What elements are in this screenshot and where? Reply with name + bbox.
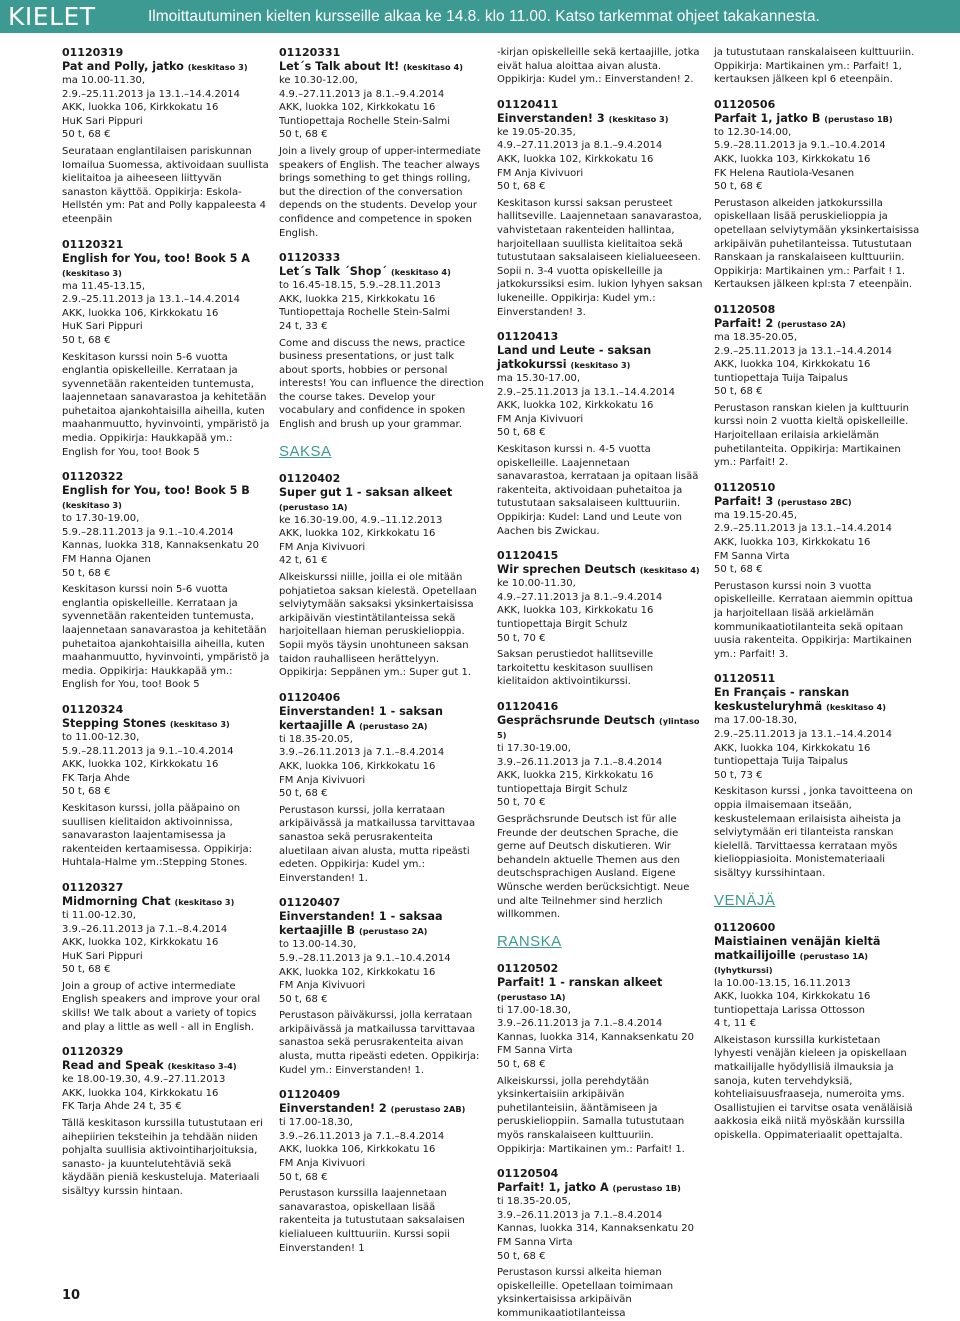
course-detail-line: ma 10.00-11.30, xyxy=(62,75,146,86)
course-entry xyxy=(714,672,922,880)
course-detail-line: FM Sanna Virta xyxy=(497,1237,573,1248)
course-code: 01120327 xyxy=(62,880,124,894)
course-level: (keskitaso 3) xyxy=(174,896,235,907)
course-level: (perustaso 1A) xyxy=(497,991,566,1002)
course-description: Seurataan englantilaisen pariskunnan Iomailua Suomessa, aktivoidaan suullista kielitaitoa ja aiheeseen liittyvän sanaston käyttöä. Oppikirja: Eskola-Hellstén ym: Pat and Polly kappaleesta 4 eteenpäin xyxy=(62,145,269,225)
course-detail-line: Kannas, luokka 314, Kannaksenkatu 20 xyxy=(497,1223,694,1235)
course-entry xyxy=(62,46,270,227)
course-detail-line: AKK, luokka 103, Kirkkokatu 16 xyxy=(497,605,654,617)
course-title: Parfait 1, jatko B xyxy=(714,111,821,125)
course-detail-line: tuntiopettaja Larissa Ottosson xyxy=(714,1004,865,1016)
course-title: Midmorning Chat xyxy=(62,894,171,908)
course-level: (keskitaso 3) xyxy=(62,267,122,278)
course-detail-line: ti 18.35-20.05, xyxy=(279,733,353,745)
course-title: Read and Speak xyxy=(62,1059,164,1073)
course-level: (keskitaso 3) xyxy=(169,718,230,729)
course-detail-line: HuK Sari Pippuri xyxy=(62,115,143,127)
course-detail-line: ma 15.30-17.00, xyxy=(497,373,581,385)
course-entry xyxy=(62,238,270,460)
course-detail-line: 4.9.–27.11.2013 ja 8.1.–9.4.2014 xyxy=(497,140,663,152)
course-level: (keskitaso 3) xyxy=(62,500,122,511)
course-title-row xyxy=(279,60,485,74)
course-entry xyxy=(497,98,703,319)
course-detail-line: FM Hanna Ojanen xyxy=(62,554,151,566)
course-detail-line: 50 t, 68 € xyxy=(714,564,763,576)
course-detail-line: 50 t, 68 € xyxy=(279,1171,328,1183)
course-entry xyxy=(497,549,703,689)
course-detail-line: FM Sanna Virta xyxy=(497,1045,573,1057)
course-code: 01120319 xyxy=(62,46,124,59)
course-detail-line: ma 11.45-13.15, xyxy=(62,280,146,292)
course-detail-line: to 11.00-12.30, xyxy=(62,731,140,743)
course-level: (keskitaso 3-4) xyxy=(167,1061,237,1072)
course-detail-line: AKK, luokka 102, Kirkkokatu 16 xyxy=(497,153,654,165)
course-detail-line: tuntiopettaja Birgit Schulz xyxy=(497,783,628,795)
course-title-row xyxy=(62,1059,270,1073)
course-detail-line: AKK, luokka 103, Kirkkokatu 16 xyxy=(714,537,871,549)
course-title-row xyxy=(497,112,703,126)
course-detail-line: 3.9.–26.11.2013 ja 7.1.–8.4.2014 xyxy=(62,923,228,935)
course-detail-line: 50 t, 68 € xyxy=(497,427,546,439)
course-detail-line: 2.9.–25.11.2013 ja 13.1.–14.4.2014 xyxy=(62,88,240,100)
course-title: Let´s Talk about It! xyxy=(279,60,400,73)
course-detail-line: AKK, luokka 102, Kirkkokatu 16 xyxy=(279,528,436,540)
course-detail-line: AKK, luokka 102, Kirkkokatu 16 xyxy=(62,937,219,949)
course-detail-line: AKK, luokka 106, Kirkkokatu 16 xyxy=(279,760,436,772)
course-detail-line: 2.9.–25.11.2013 ja 13.1.–14.4.2014 xyxy=(62,294,240,306)
course-code: 01120407 xyxy=(279,896,341,910)
course-code: 01120413 xyxy=(497,330,559,344)
language-section-heading: VENÄJÄ xyxy=(714,891,776,909)
course-detail-line: 4.9.–27.11.2013 ja 8.1.–9.4.2014 xyxy=(279,88,445,100)
course-detail-line: 50 t, 73 € xyxy=(714,769,763,781)
course-detail-line: AKK, luokka 104, Kirkkokatu 16 xyxy=(714,991,871,1003)
course-detail-line: tuntiopettaja Tuija Taipalus xyxy=(714,756,848,768)
course-description: Perustason kurssi alkeita hieman opiskelleille. Opetellaan toimimaan yksinkertaisissa arkipäivän kommunikaatiotilanteissa xyxy=(497,1267,674,1319)
course-title: Parfait! 1 - ranskan alkeet xyxy=(497,975,663,989)
course-detail-line: ke 19.05-20.35, xyxy=(497,126,576,138)
course-title: Parfait! 3 xyxy=(714,494,774,508)
course-title-row xyxy=(62,717,270,731)
course-level: (keskitaso 4) xyxy=(403,62,463,72)
column-2 xyxy=(279,46,485,1276)
course-level: (keskitaso 4) xyxy=(390,267,451,278)
column-4 xyxy=(714,46,922,1276)
course-description: Saksan perustiedot hallitseville tarkoitettu keskitason suullisen kielitaidon aktivointikurssi. xyxy=(497,649,654,688)
course-detail-line: FM Anja Kivivuori xyxy=(279,774,366,786)
course-code: 01120600 xyxy=(714,920,776,934)
course-code: 01120333 xyxy=(279,251,341,265)
course-detail-line: 2.9.–25.11.2013 ja 13.1.–14.4.2014 xyxy=(497,386,675,398)
course-detail-line: 50 t, 68 € xyxy=(62,334,111,346)
course-description: Keskitason kurssi n. 4-5 vuotta opiskelleille. Laajennetaan sanavarastoa, kerrataan ja opitaan lisää rakenteita, aktivoidaan puhetaitoa ja tutustutaan saksalaiseen kulttuuriin. Oppikirja: Kudel: Land und Leute von Aachen bis Zwickau. xyxy=(497,444,699,537)
column-1 xyxy=(62,46,270,1276)
course-entry xyxy=(279,896,485,1077)
course-title-row xyxy=(62,895,270,909)
course-detail-line: 5.9.–28.11.2013 ja 9.1.–10.4.2014 xyxy=(279,952,451,964)
course-level: (perustaso 1A) (lyhytkurssi) xyxy=(714,950,869,975)
course-title: Wir sprechen Deutsch xyxy=(497,563,636,577)
course-detail-line: to 17.30-19.00, xyxy=(62,513,140,525)
continued-description: -kirjan opiskelleille sekä kertaajille, jotka eivät halua aloittaa aivan alusta. Oppikirja: Kudel ym.: Einverstanden! 2. xyxy=(497,47,700,86)
course-entry xyxy=(279,46,485,240)
course-detail-line: ti 18.35-20.05, xyxy=(497,1196,571,1208)
course-detail-line: 42 t, 61 € xyxy=(279,555,328,567)
course-columns xyxy=(0,46,960,1319)
course-code: 01120321 xyxy=(62,237,124,251)
course-description: Come and discuss the news, practice business presentations, or just talk about sports, hobbies or personal interests! You can influence the direction the course takes. Develop your vocabulary and confidence in spoken English and brush up your grammar. xyxy=(279,337,484,431)
course-title: Pat and Polly, jatko xyxy=(62,60,184,73)
course-title-row xyxy=(714,686,922,714)
course-code: 01120329 xyxy=(62,1045,124,1059)
course-detail-line: ti 17.00-18.30, xyxy=(279,1117,353,1129)
course-level: (perustaso 1B) xyxy=(612,1183,681,1194)
course-title: Einverstanden! 1 - saksan kertaajille A xyxy=(279,704,443,732)
course-title-row xyxy=(279,1102,485,1116)
course-detail-line: 5.9.–28.11.2013 ja 9.1.–10.4.2014 xyxy=(62,745,234,757)
course-entry xyxy=(62,470,270,692)
language-section-heading: RANSKA xyxy=(497,932,562,950)
course-title-row xyxy=(279,486,485,514)
course-code: 01120406 xyxy=(279,690,341,704)
course-title-row xyxy=(714,495,922,509)
course-detail-line: 24 t, 33 € xyxy=(279,320,328,332)
course-detail-line: Tuntiopettaja Rochelle Stein-Salmi xyxy=(279,307,451,319)
course-level: (perustaso 2BC) xyxy=(777,496,852,507)
course-title: Parfait! 1, jatko A xyxy=(497,1181,609,1195)
course-title-row xyxy=(497,563,703,577)
course-detail-line: la 10.00-13.15, 16.11.2013 xyxy=(714,977,851,989)
course-detail-line: AKK, luokka 106, Kirkkokatu 16 xyxy=(62,102,219,114)
course-title-row xyxy=(714,112,922,126)
course-detail-line: ke 10.30-12.00, xyxy=(279,75,358,86)
course-entry xyxy=(279,472,485,680)
course-title-row xyxy=(497,714,703,742)
course-entry xyxy=(279,691,485,886)
course-detail-line: 50 t, 68 € xyxy=(279,788,328,800)
course-code: 01120416 xyxy=(497,699,559,713)
course-detail-line: HuK Sari Pippuri xyxy=(62,950,143,962)
course-level: (perustaso 2A) xyxy=(777,318,846,329)
course-title-row xyxy=(62,252,270,280)
course-description: Perustason päiväkurssi, jolla kerrataan arkipäivässä ja matkailussa tarvittavaa sanastoa sekä perusrakenteita aivan alusta, mutta ripeästi edeten. Oppikirja: Kudel ym.: Einverstanden! 1. xyxy=(279,1010,480,1076)
course-description: Perustason kurssi noin 3 vuotta opiskelleille. Kerrataan aiemmin opittua ja harjoitellaan lisää arkielämän kommunikaatiotilanteita sekä opitaan uusia rakenteita. Oppikirja: Martikainen ym.: Parfait! 3. xyxy=(714,580,914,660)
course-entry xyxy=(62,703,270,870)
course-detail-line: AKK, luokka 102, Kirkkokatu 16 xyxy=(279,966,436,978)
course-detail-line: 4 t, 11 € xyxy=(714,1018,757,1030)
course-detail-line: FK Helena Rautiola-Vesanen xyxy=(714,167,855,179)
course-description: Keskitason kurssi noin 5-6 vuotta englantia opiskelleille. Kerrataan ja syvennetään rakenteiden tuntemusta, laajennetaan sanavarastoa ja kehitetään puhetaitoa ajankohtaisilla aiheilla, kuten maahanmuutto, hyvinvointi, ympäristö ja media. Oppikirja: Haukkapää ym.: English for You, too! Book 5 xyxy=(62,584,270,691)
course-description: Keskitason kurssi noin 5-6 vuotta englantia opiskelleille. Kerrataan ja syvennetään rakenteiden tuntemusta, laajennetaan sanavarastoa ja kehitetään puhetaitoa ajankohtaisilla aiheilla, kuten maahanmuutto, hyvinvointi, ympäristö ja media. Oppikirja: Haukkapää ym.: English for You, too! Book 5 xyxy=(62,351,270,458)
course-entry xyxy=(714,921,922,1143)
course-entry xyxy=(714,303,922,470)
course-title-row xyxy=(497,1181,703,1195)
course-entry xyxy=(714,481,922,662)
course-title: English for You, too! Book 5 A xyxy=(62,251,250,265)
course-detail-line: FM Anja Kivivuori xyxy=(279,980,366,992)
course-detail-line: FK Tarja Ahde xyxy=(62,772,130,784)
course-detail-line: 5.9.–28.11.2013 ja 9.1.–10.4.2014 xyxy=(62,526,234,538)
course-description: Join a group of active intermediate English speakers and improve your oral skills! We talk about a variety of topics and play a little as well - all in English. xyxy=(62,980,261,1033)
course-detail-line: FM Sanna Virta xyxy=(714,550,790,562)
course-detail-line: 50 t, 68 € xyxy=(62,129,111,141)
course-detail-line: AKK, luokka 102, Kirkkokatu 16 xyxy=(279,102,436,114)
course-title: Land und Leute - saksan jatkokurssi xyxy=(497,344,652,372)
course-code: 01120508 xyxy=(714,302,776,316)
course-detail-line: AKK, luokka 215, Kirkkokatu 16 xyxy=(497,770,654,782)
course-code: 01120331 xyxy=(279,46,341,59)
course-detail-line: FM Anja Kivivuori xyxy=(497,413,584,425)
course-description: Keskitason kurssi, jolla pääpaino on suullisen kielitaidon aktivoinnissa, sanavaraston laajentamisessa ja rakenteiden kertaamisessa. Oppikirja: Huhtala-Halme ym.:Stepping Stones. xyxy=(62,802,252,869)
course-detail-line: 50 t, 70 € xyxy=(497,632,546,644)
course-title: Stepping Stones xyxy=(62,716,167,730)
course-detail-line: Kannas, luokka 318, Kannaksenkatu 20 xyxy=(62,540,259,552)
course-detail-line: 50 t, 68 € xyxy=(279,129,328,141)
course-title: En Français - ranskan keskusteluryhmä xyxy=(714,686,850,714)
course-detail-line: FM Anja Kivivuori xyxy=(279,541,366,553)
course-title: Einverstanden! 1 - saksaa kertaajille B xyxy=(279,910,443,938)
course-description: Keskitason kurssi , jonka tavoitteena on oppia ilmaisemaan itseään, keskustelemaan erilaisista aiheista ja selviytymään eri tilanteista ranskan kielellä. Tarvittaessa kerrataan myös kielioppiasioita. Monistemateriaali sisältyy kurssihintaan. xyxy=(714,786,913,879)
course-detail-line: 50 t, 68 € xyxy=(714,181,763,193)
course-detail-line: AKK, luokka 106, Kirkkokatu 16 xyxy=(279,1144,436,1156)
course-detail-line: tuntiopettaja Tuija Taipalus xyxy=(714,372,848,384)
course-level: (perustaso 2AB) xyxy=(390,1104,466,1115)
course-detail-line: 3.9.–26.11.2013 ja 7.1.–8.4.2014 xyxy=(279,1130,445,1142)
course-detail-line: ma 18.35-20.05, xyxy=(714,331,798,343)
course-detail-line: AKK, luokka 215, Kirkkokatu 16 xyxy=(279,293,436,305)
course-entry xyxy=(279,1088,485,1255)
course-detail-line: Kannas, luokka 314, Kannaksenkatu 20 xyxy=(497,1031,694,1043)
course-code: 01120322 xyxy=(62,470,124,484)
course-detail-line: 50 t, 68 € xyxy=(497,181,546,193)
course-detail-line: 3.9.–26.11.2013 ja 7.1.–8.4.2014 xyxy=(497,756,663,768)
course-detail-line: AKK, luokka 104, Kirkkokatu 16 xyxy=(714,359,871,371)
course-detail-line: 50 t, 68 € xyxy=(497,1250,546,1262)
course-detail-line: 50 t, 68 € xyxy=(714,386,763,398)
course-level: (keskitaso 4) xyxy=(826,702,886,713)
course-description: Perustason ranskan kielen ja kulttuurin kurssi noin 2 vuotta kieltä opiskelleille. Harjoitellaan erilaisia arkielämän puhetilanteita. Oppikirja: Martikainen ym.: Parfait! 2. xyxy=(714,402,910,469)
course-level: (perustaso 1B) xyxy=(824,113,893,124)
course-detail-line: to 16.45-18.15, 5.9.–28.11.2013 xyxy=(279,280,441,292)
course-description: Alkeiskurssi, jolla perehdytään yksinkertaisiin arkipäivän puhetilanteisiin, ääntämiseen ja peruskielioppiin. Samalla tutustutaan myös ranskalaiseen kulttuuriin. Oppikirja: Martikainen ym.: Parfait! 1. xyxy=(497,1075,685,1155)
course-detail-line: HuK Sari Pippuri xyxy=(62,321,143,333)
page-number: 10 xyxy=(62,1288,81,1303)
course-code: 01120409 xyxy=(279,1088,341,1102)
course-description: Gesprächsrunde Deutsch ist für alle Freunde der deutschen Sprache, die gerne auf Deutsch diskutieren. Wir behandeln aktuelle Themen aus den deutschsprachigen Ausland. Eigene Wünsche werden berücksichtigt. Neue und alte Teilnehmer sind herzlich willkommen. xyxy=(497,813,690,921)
course-code: 01120324 xyxy=(62,702,124,716)
course-detail-line: AKK, luokka 102, Kirkkokatu 16 xyxy=(497,400,654,412)
course-entry xyxy=(62,1045,270,1198)
course-description: Alkeistason kurssilla kurkistetaan lyhyesti venäjän kieleen ja opiskellaan matkailijalle hyödyllisiä ilmauksia ja sanoja, kuten tervehdyksiä, kohteliaisuusfraaseja, numeroita yms. Osallistujien ei tarvitse osata venäläisiä aakkosia eikä niitä myöskään kurssilla opiskella. Oppimateriaalit opettajalta. xyxy=(714,1034,913,1142)
course-detail-line: AKK, luokka 102, Kirkkokatu 16 xyxy=(62,759,219,771)
column-3 xyxy=(497,46,703,1319)
course-detail-line: ti 17.30-19.00, xyxy=(497,742,571,754)
course-detail-line: FM Anja Kivivuori xyxy=(497,167,584,179)
course-level: (keskitaso 3) xyxy=(608,113,669,124)
course-detail-line: 50 t, 70 € xyxy=(497,797,546,809)
course-title: Super gut 1 - saksan alkeet xyxy=(279,485,453,499)
course-level: (keskitaso 3) xyxy=(187,62,248,72)
course-detail-line: ke 10.00-11.30, xyxy=(497,578,576,590)
course-detail-line: tuntiopettaja Birgit Schulz xyxy=(497,619,628,630)
course-code: 01120415 xyxy=(497,549,559,563)
course-level: (ylintaso 5) xyxy=(497,715,700,740)
course-detail-line: 4.9.–27.11.2013 ja 8.1.–9.4.2014 xyxy=(497,591,663,603)
course-detail-line: ke 18.00-19.30, 4.9.–27.11.2013 xyxy=(62,1074,226,1086)
course-entry xyxy=(497,700,703,922)
course-detail-line: to 13.00-14.30, xyxy=(279,939,357,951)
course-code: 01120411 xyxy=(497,97,559,111)
course-code: 01120504 xyxy=(497,1167,559,1181)
section-title: KIELET xyxy=(8,2,96,31)
course-code: 01120511 xyxy=(714,672,776,686)
course-code: 01120506 xyxy=(714,97,776,111)
course-entry xyxy=(714,98,922,292)
course-title: Parfait! 2 xyxy=(714,316,774,330)
course-title: Einverstanden! 3 xyxy=(497,111,605,125)
course-description: Join a lively group of upper-intermediate speakers of English. The teacher always brings something to get things rolling, but the direction of the conversation depends on the students. Develop your confidence and competence in spoken English. xyxy=(279,145,481,239)
course-title: Let´s Talk ´Shop´ xyxy=(279,265,388,279)
continued-description: ja tutustutaan ranskalaiseen kulttuuriin. Oppikirja: Martikainen ym.: Parfait! 1, kertauksen jälkeen kpl 6 eteenpäin. xyxy=(714,47,915,86)
course-description: Perustason kurssi, jolla kerrataan arkipäivässä ja matkailussa tarvittavaa sanastoa sekä perusrakenteita aluetilaan aivan alusta, mutta ripeästi edeten. Oppikirja: Kudel ym.: Einverstanden! 1. xyxy=(279,804,476,884)
course-title-row xyxy=(279,910,485,938)
course-title: English for You, too! Book 5 B xyxy=(62,484,250,498)
course-entry xyxy=(497,962,703,1157)
course-description: Keskitason kurssi saksan perusteet hallitseville. Laajennetaan sanavarastoa, vahvistetaan rakenteiden hallintaa, harjoitellaan suullista kielitaitoa sekä tutustutaan saksalaiseen kielialueeseen. Sopii n. 3-4 vuotta opiskelleille ja jatkokurssiksi esim. lukion lyhyen saksan lukeneille. Oppikirja: Kudel ym.: Einverstanden! 3. xyxy=(497,197,703,318)
course-description: Perustason alkeiden jatkokurssilla opiskellaan lisää peruskielioppia ja opetellaan selviytymään yksinkertaisissa arkipäivän puhetilanteissa. Tutustutaan Ranskaan ja ranskalaiseen kulttuuriin. Oppikirja: Martikainen ym.: Parfait ! 1. Kertauksen jälkeen kpl:sta 7 eteenpäin. xyxy=(714,197,920,291)
course-code: 01120502 xyxy=(497,961,559,975)
course-detail-line: AKK, luokka 106, Kirkkokatu 16 xyxy=(62,307,219,319)
course-description: Alkeiskurssi niille, joilla ei ole mitään pohjatietoa saksan kielestä. Opetellaan selviytymään saksaksi yksinkertaisissa arkipäivän viestintätilanteissa sekä harjoitellaan hieman peruskielioppia. Sopii myös täysin unohtuneen saksan taidon rauhalliseen herättelyyn. Oppikirja: Seppänen ym.: Super gut 1. xyxy=(279,572,477,679)
course-level: (keskitaso 3) xyxy=(570,360,631,371)
course-title-row xyxy=(714,317,922,331)
course-title: Gesprächsrunde Deutsch xyxy=(497,713,656,727)
course-entry xyxy=(497,1167,703,1320)
course-title-row xyxy=(714,935,922,977)
course-description: Tällä keskitason kurssilla tutustutaan eri aihepiirien teksteihin ja tehdään niiden pohjalta suullisia aktivointiharjoituksia, sanasto- ja kuuntelutehtäviä sekä käydään pieniä keskusteluja. Materiaali sisältyy kurssin hintaan. xyxy=(62,1118,263,1197)
course-level: (perustaso 2A) xyxy=(358,926,428,937)
course-code: 01120402 xyxy=(279,471,341,485)
course-detail-line: ma 17.00-18.30, xyxy=(714,715,798,727)
course-title-row xyxy=(279,265,485,279)
course-detail-line: 3.9.–26.11.2013 ja 7.1.–8.4.2014 xyxy=(497,1018,663,1030)
course-detail-line: FM Anja Kivivuori xyxy=(279,1158,366,1170)
course-detail-line: 50 t, 68 € xyxy=(497,1059,546,1071)
course-detail-line: ti 11.00-12.30, xyxy=(62,909,136,921)
course-detail-line: ti 17.00-18.30, xyxy=(497,1004,571,1016)
course-detail-line: 50 t, 68 € xyxy=(62,964,111,976)
course-title-row xyxy=(62,60,270,74)
course-detail-line: 50 t, 68 € xyxy=(279,993,328,1005)
course-detail-line: 2.9.–25.11.2013 ja 13.1.–14.4.2014 xyxy=(714,523,892,535)
course-detail-line: 3.9.–26.11.2013 ja 7.1.–8.4.2014 xyxy=(497,1209,663,1221)
course-detail-line: AKK, luokka 104, Kirkkokatu 16 xyxy=(714,742,871,754)
course-detail-line: AKK, luokka 103, Kirkkokatu 16 xyxy=(714,153,871,165)
course-detail-line: 50 t, 68 € xyxy=(62,567,111,579)
course-level: (perustaso 2A) xyxy=(359,720,428,731)
course-title: Maistiainen venäjän kieltä matkailijoille xyxy=(714,934,881,962)
course-entry xyxy=(497,330,703,538)
course-title-row xyxy=(497,976,703,1004)
course-detail-line: 50 t, 68 € xyxy=(62,786,111,798)
course-level: (keskitaso 4) xyxy=(639,565,700,576)
course-detail-line: 3.9.–26.11.2013 ja 7.1.–8.4.2014 xyxy=(279,747,445,759)
course-detail-line: AKK, luokka 104, Kirkkokatu 16 xyxy=(62,1087,219,1099)
page-header xyxy=(0,0,960,33)
course-description: Perustason kurssilla laajennetaan sanavarastoa, opiskellaan lisää rakenteita ja tutustutaan saksalaisen kielialueen kulttuuriin. Kurssi sopii Einverstanden! 1 xyxy=(279,1188,465,1254)
course-title-row xyxy=(62,484,270,512)
course-detail-line: 5.9.–28.11.2013 ja 9.1.–10.4.2014 xyxy=(714,140,886,152)
course-title-row xyxy=(497,344,703,372)
course-entry xyxy=(279,251,485,432)
language-section-heading: SAKSA xyxy=(279,442,332,460)
course-entry xyxy=(62,881,270,1034)
course-title-row xyxy=(279,705,485,733)
registration-note: Ilmoittautuminen kielten kursseille alkaa ke 14.8. klo 11.00. Katso tarkemmat ohjeet takakannesta. xyxy=(148,7,820,25)
course-detail-line: 2.9.–25.11.2013 ja 13.1.–14.4.2014 xyxy=(714,728,892,740)
course-detail-line: FK Tarja Ahde 24 t, 35 € xyxy=(62,1101,182,1113)
course-detail-line: Tuntiopettaja Rochelle Stein-Salmi xyxy=(279,115,451,127)
course-title: Einverstanden! 2 xyxy=(279,1102,387,1116)
course-code: 01120510 xyxy=(714,480,776,494)
course-detail-line: ma 19.15-20.45, xyxy=(714,509,798,521)
course-detail-line: ke 16.30-19.00, 4.9.–11.12.2013 xyxy=(279,514,443,526)
course-detail-line: to 12.30-14.00, xyxy=(714,126,792,138)
course-level: (perustaso 1A) xyxy=(279,501,348,512)
course-detail-line: 2.9.–25.11.2013 ja 13.1.–14.4.2014 xyxy=(714,345,892,357)
